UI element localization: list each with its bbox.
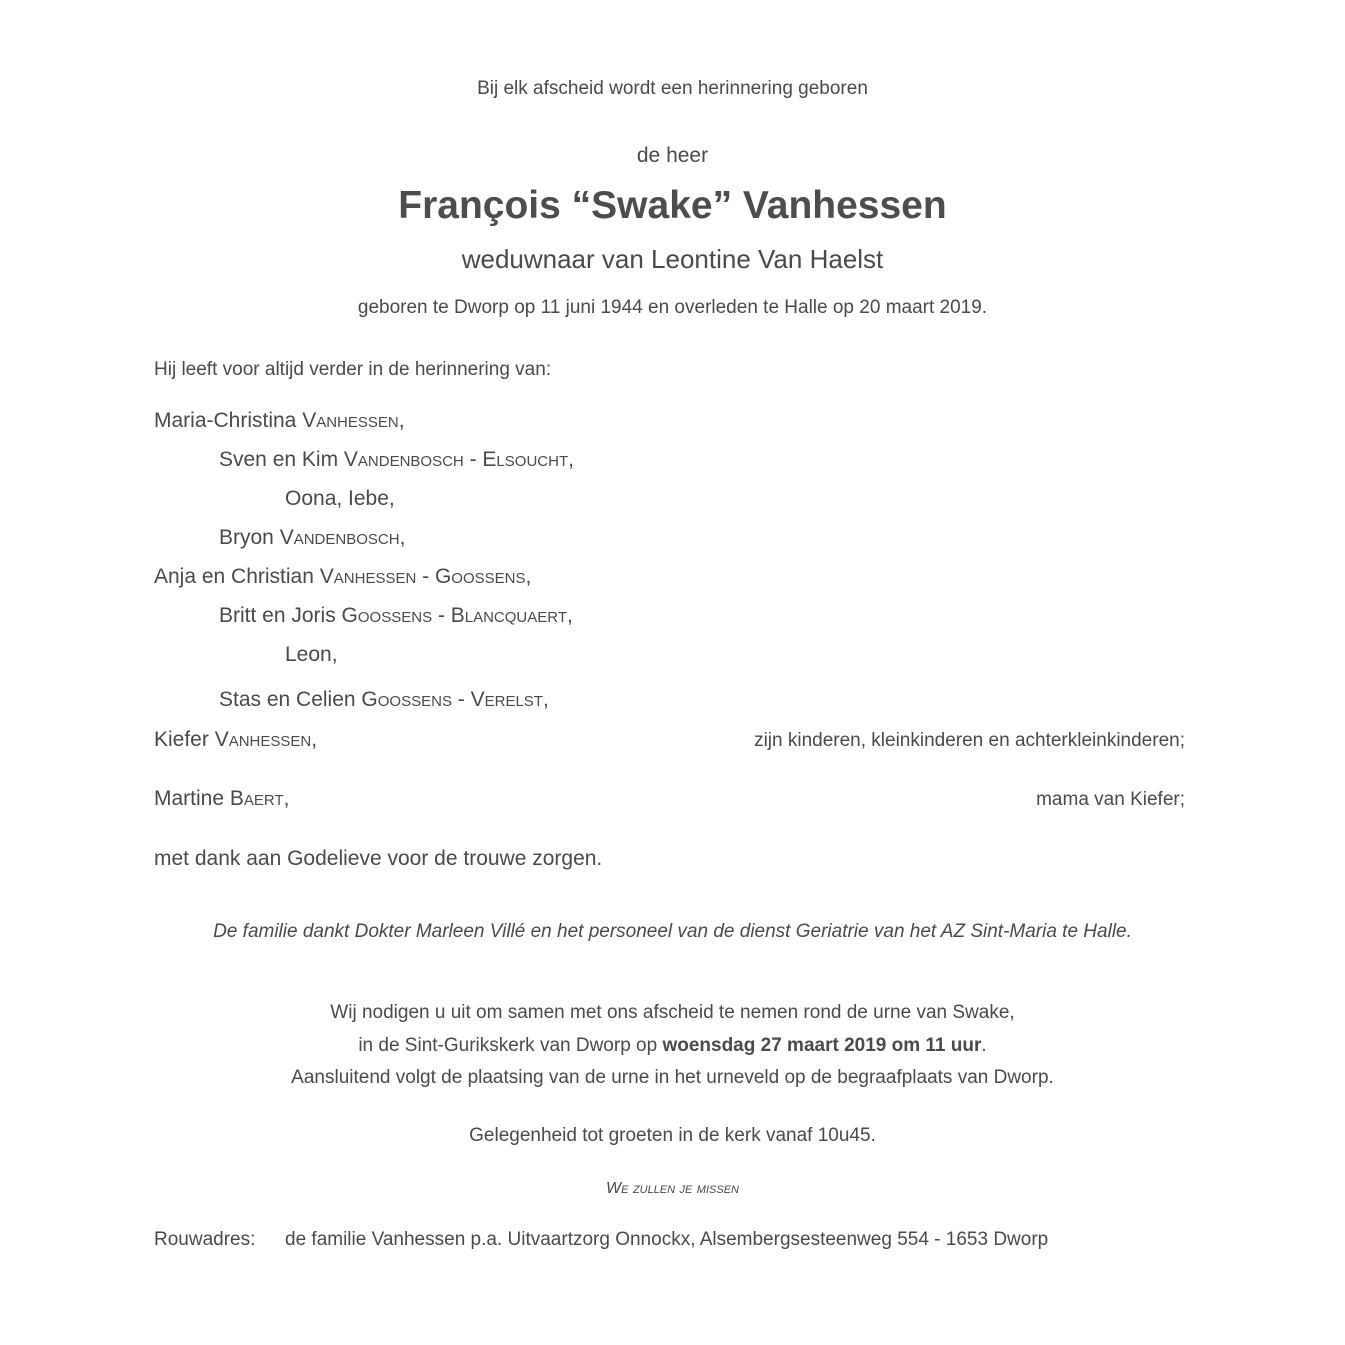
address-label: Rouwadres:: [154, 1229, 256, 1250]
deceased-name: François “Swake” Vanhessen: [398, 184, 947, 227]
family-member: Martine Baert,: [154, 787, 290, 810]
relation-mother: mama van Kiefer;: [1036, 789, 1185, 810]
invitation-line-1: Wij nodigen u uit om samen met ons afscheid te nemen rond de urne van Swake,: [330, 1002, 1015, 1023]
invitation-line-3: Aansluitend volgt de plaatsing van de urne in het urneveld op de begraafplaats van Dworp.: [291, 1067, 1054, 1088]
motto: Bij elk afscheid wordt een herinnering geboren: [477, 78, 868, 99]
mourning-address: de familie Vanhessen p.a. Uitvaartzorg Onnockx, Alsembergsesteenweg 554 - 1653 Dworp: [285, 1229, 1049, 1250]
family-member: Maria-Christina Vanhessen,: [154, 409, 405, 432]
family-member: Oona, Iebe,: [285, 487, 395, 510]
widower-line: weduwnaar van Leontine Van Haelst: [461, 244, 884, 274]
caregiver-thanks: met dank aan Godelieve voor de trouwe zorgen.: [154, 847, 603, 870]
family-member: Kiefer Vanhessen,: [154, 728, 318, 751]
birth-death-dates: geboren te Dworp op 11 juni 1944 en overleden te Halle op 20 maart 2019.: [357, 297, 988, 318]
relation-children: zijn kinderen, kleinkinderen en achterkleinkinderen;: [754, 730, 1185, 751]
closing-phrase: We zullen je missen: [606, 1180, 739, 1197]
family-member: Leon,: [285, 643, 338, 666]
visitation-info: Gelegenheid tot groeten in de kerk vanaf 10u45.: [469, 1125, 876, 1146]
family-member: Bryon Vandenbosch,: [219, 526, 406, 549]
invitation-line-2: in de Sint-Gurikskerk van Dworp op woensdag 27 maart 2019 om 11 uur.: [358, 1035, 987, 1056]
remembrance-intro: Hij leeft voor altijd verder in de herinnering van:: [154, 359, 552, 380]
family-member: Sven en Kim Vandenbosch - Elsoucht,: [219, 448, 574, 471]
honorific: de heer: [636, 144, 709, 167]
family-thanks: De familie dankt Dokter Marleen Villé en het personeel van de dienst Geriatrie van het AZ Sint-Maria te Halle.: [213, 921, 1132, 942]
family-member: Britt en Joris Goossens - Blancquaert,: [219, 604, 573, 627]
family-member: Anja en Christian Vanhessen - Goossens,: [154, 565, 532, 588]
ceremony-date: woensdag 27 maart 2019 om 11 uur: [662, 1035, 982, 1056]
family-member: Stas en Celien Goossens - Verelst,: [219, 688, 549, 711]
